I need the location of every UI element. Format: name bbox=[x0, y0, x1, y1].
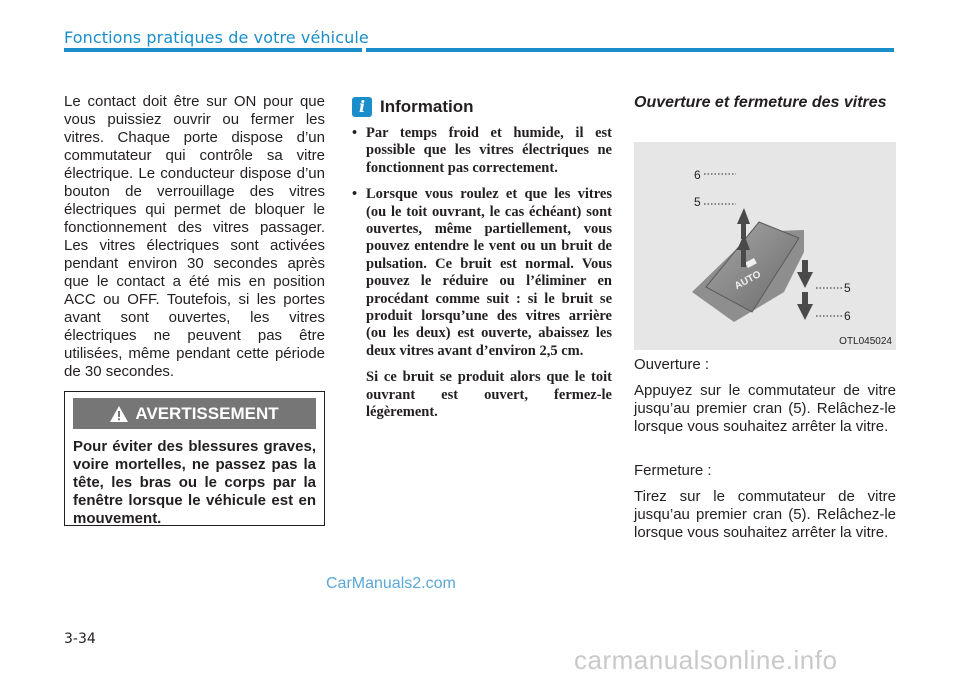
label-up5: 5 bbox=[694, 195, 701, 209]
info-bullet-text: Lorsque vous roulez et que les vitres (ou le toit ouvrant, le cas échéant) sont ouvertes, même partiellement, vous pouvez entendre le vent ou un bruit de pulsation. Ce bruit est normal. Vous pouvez le réduire ou l’éliminer en procédant comme suit : si le bruit se produit lorsqu’une des vitres arrière (ou les deux) est ouverte, abaissez les deux vitres avant d’environ 2,5 cm. bbox=[366, 186, 612, 359]
closing-label: Fermeture : bbox=[634, 462, 712, 479]
page-number: 3-34 bbox=[64, 631, 96, 647]
arrow-down-lower bbox=[797, 292, 813, 320]
warning-box bbox=[64, 391, 325, 526]
section-title: Ouverture et fermeture des vitres bbox=[634, 94, 887, 111]
closing-text: Tirez sur le commutateur de vitre jusqu’au premier cran (5). Relâchez-le lorsque vous souhaitez arrêter la vitre. bbox=[634, 488, 896, 541]
info-extra-paragraph: Si ce bruit se produit alors que le toit ouvrant est ouvert, fermez-le légèrement. bbox=[366, 369, 612, 421]
instructions-column bbox=[634, 356, 896, 542]
window-switch-figure bbox=[634, 142, 896, 350]
intro-paragraph: Le contact doit être sur ON pour que vous puissiez ouvrir ou fermer les vitres. Chaque porte dispose d’un commutateur qui contrôle sa vitre électrique. Le conducteur dispose d’un bouton de verrouillage des vitres électriques qui permet de bloquer le fonctionnement des vitres passager. Les vitres électriques sont activées pendant environ 30 secondes après que le contact a été mis en position ACC ou OFF. Toutefois, si les portes avant sont ouvertes, les vitres électriques ne peuvent pas être utilisées, même pendant cette période de 30 secondes. bbox=[64, 93, 325, 380]
figure-code: OTL045024 bbox=[839, 336, 892, 347]
label-up6: 6 bbox=[694, 168, 701, 182]
info-bullet: • Par temps froid et humide, il est possible que les vitres électriques ne fonctionnent pas correctement. bbox=[352, 125, 612, 177]
arrow-down-upper bbox=[797, 260, 813, 288]
label-down5: 5 bbox=[844, 281, 851, 295]
warning-triangle-icon bbox=[110, 406, 128, 422]
label-down6: 6 bbox=[844, 309, 851, 323]
warning-header bbox=[73, 398, 316, 429]
site-watermark: CarManuals2.com bbox=[326, 575, 456, 592]
footer-watermark: carmanualsonline.info bbox=[574, 645, 838, 675]
arrow-up-upper bbox=[737, 208, 750, 239]
header-rule-right bbox=[366, 48, 894, 52]
auto-label: AUTO bbox=[732, 269, 763, 292]
opening-text: Appuyez sur le commutateur de vitre jusqu’au premier cran (5). Relâchez-le lorsque vous souhaitez arrêter la vitre. bbox=[634, 382, 896, 435]
info-header bbox=[352, 97, 474, 117]
opening-label: Ouverture : bbox=[634, 356, 710, 373]
header-rule-left bbox=[64, 48, 362, 52]
window-switch-illustration bbox=[634, 142, 896, 350]
info-bullet bbox=[352, 186, 612, 360]
info-icon: i bbox=[352, 97, 372, 117]
warning-text: Pour éviter des blessures graves, voire mortelles, ne passez pas la tête, les bras ou le corps par la fenêtre lorsque le véhicule est en mouvement. bbox=[73, 438, 316, 527]
info-list bbox=[352, 125, 612, 422]
info-title: Information bbox=[380, 97, 474, 116]
warning-title: AVERTISSEMENT bbox=[135, 403, 279, 423]
section-header-title: Fonctions pratiques de votre véhicule bbox=[64, 28, 369, 47]
